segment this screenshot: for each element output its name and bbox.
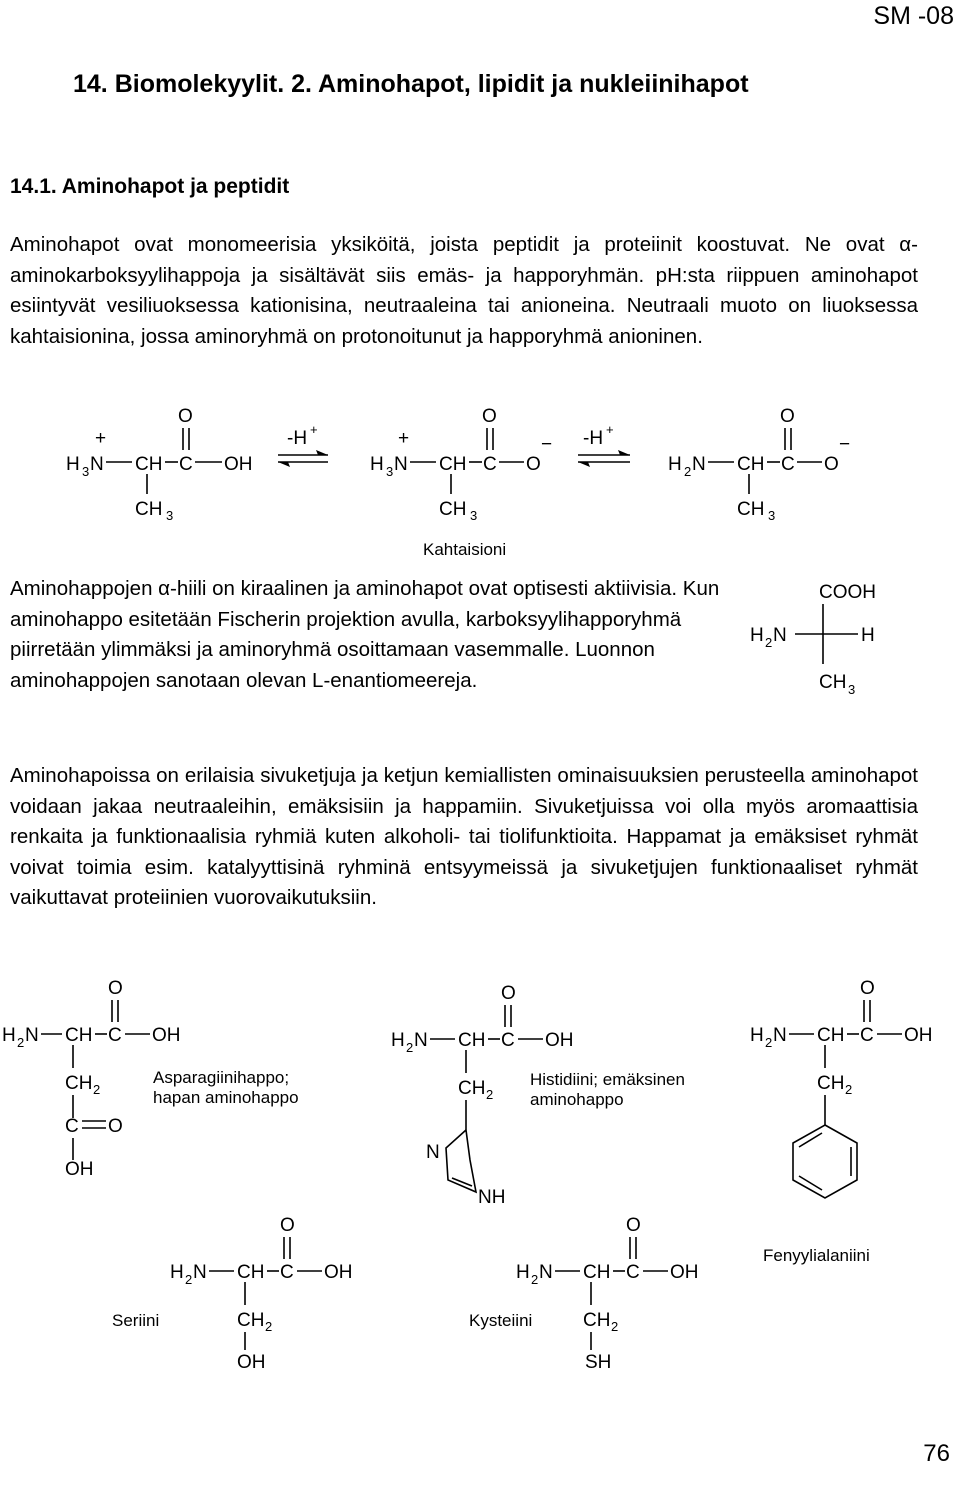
svg-text:H: H	[750, 1025, 764, 1046]
svg-text:3: 3	[386, 464, 394, 479]
ser-label: Seriini	[112, 1311, 160, 1330]
his-nh: NH	[478, 1187, 506, 1208]
svg-text:2: 2	[406, 1040, 414, 1055]
svg-text:2: 2	[185, 1272, 193, 1287]
svg-text:+: +	[606, 422, 614, 437]
svg-text:OH: OH	[65, 1159, 94, 1180]
svg-text:O: O	[824, 454, 839, 475]
svg-text:2: 2	[265, 1319, 273, 1334]
svg-text:H: H	[370, 454, 384, 475]
svg-text:H: H	[516, 1262, 530, 1283]
deprotonation-label: -H	[287, 428, 308, 449]
svg-text:+: +	[398, 428, 410, 449]
svg-text:O: O	[482, 406, 497, 427]
svg-text:2: 2	[611, 1319, 619, 1334]
svg-text:C: C	[860, 1025, 874, 1046]
svg-text:C: C	[280, 1262, 294, 1283]
svg-text:CH: CH	[237, 1262, 265, 1283]
svg-text:2: 2	[93, 1082, 101, 1097]
svg-text:2: 2	[531, 1272, 539, 1287]
plus-charge: +	[95, 428, 107, 449]
fischer-top: COOH	[819, 582, 876, 603]
h3n-n: N	[90, 454, 104, 475]
svg-text:CH: CH	[817, 1073, 845, 1094]
svg-text:OH: OH	[904, 1025, 933, 1046]
svg-text:CH: CH	[65, 1025, 93, 1046]
svg-text:C: C	[65, 1116, 79, 1137]
o-label: O	[178, 406, 193, 427]
svg-text:CH: CH	[583, 1262, 611, 1283]
svg-text:3: 3	[470, 508, 478, 523]
svg-text:2: 2	[486, 1087, 494, 1102]
svg-text:OH: OH	[152, 1025, 181, 1046]
svg-text:CH: CH	[237, 1310, 265, 1331]
svg-text:O: O	[108, 1116, 123, 1137]
svg-text:N: N	[539, 1262, 553, 1283]
svg-text:H: H	[2, 1025, 16, 1046]
zwitterion-caption: Kahtaisioni	[423, 540, 507, 559]
cys-label: Kysteiini	[469, 1311, 533, 1330]
svg-text:C: C	[483, 454, 497, 475]
svg-text:2: 2	[845, 1082, 853, 1097]
svg-text:3: 3	[768, 508, 776, 523]
svg-text:C: C	[501, 1030, 515, 1051]
svg-text:OH: OH	[324, 1262, 353, 1283]
svg-text:N: N	[692, 454, 706, 475]
svg-text:O: O	[280, 1215, 295, 1236]
svg-text:2: 2	[765, 635, 773, 650]
svg-text:C: C	[108, 1025, 122, 1046]
svg-text:N: N	[193, 1262, 207, 1283]
svg-text:N: N	[414, 1030, 428, 1051]
svg-text:OH: OH	[545, 1030, 574, 1051]
svg-text:H: H	[170, 1262, 184, 1283]
svg-text:−: −	[541, 434, 553, 455]
page-number: 76	[923, 1440, 950, 1467]
his-label-2: aminohappo	[530, 1090, 624, 1109]
fischer-right: H	[861, 625, 875, 646]
svg-text:O: O	[860, 978, 875, 999]
c-label: C	[179, 454, 193, 475]
oh-label: OH	[224, 454, 253, 475]
svg-text:OH: OH	[670, 1262, 699, 1283]
svg-text:OH: OH	[237, 1352, 266, 1373]
svg-text:H: H	[391, 1030, 405, 1051]
svg-text:N: N	[426, 1142, 440, 1163]
chapter-title: 14. Biomolekyylit. 2. Aminohapot, lipidit ja nukleiinihapot	[73, 70, 749, 98]
cys-sh: SH	[585, 1352, 612, 1373]
svg-text:+: +	[310, 422, 318, 437]
fischer-left-n: N	[773, 625, 787, 646]
svg-text:-H: -H	[583, 428, 604, 449]
h3n-sub: 3	[82, 464, 90, 479]
svg-text:2: 2	[684, 464, 692, 479]
svg-text:3: 3	[848, 682, 856, 697]
svg-text:C: C	[626, 1262, 640, 1283]
svg-text:3: 3	[166, 508, 174, 523]
svg-text:CH: CH	[458, 1078, 486, 1099]
h3n-h: H	[66, 454, 80, 475]
asp-label-1: Asparagiinihappo;	[153, 1068, 290, 1087]
svg-text:CH: CH	[737, 454, 765, 475]
svg-text:N: N	[25, 1025, 39, 1046]
chirality-paragraph: Aminohappojen α-hiili on kiraalinen ja aminohapot ovat optisesti aktiivisia. Kun aminohappo esitetään Fischerin projektion avulla, karboksyylihapporyhmä piirretään ylimmäksi ja aminoryhmä osoittamaan vasemmalle. Luonnon aminohappojen sanotaan olevan L-enantiomeereja.	[10, 577, 720, 692]
svg-text:O: O	[501, 983, 516, 1004]
svg-text:CH: CH	[458, 1030, 486, 1051]
svg-text:C: C	[781, 454, 795, 475]
svg-text:O: O	[780, 406, 795, 427]
svg-text:2: 2	[765, 1035, 773, 1050]
svg-text:N: N	[394, 454, 408, 475]
document-code: SM -08	[873, 2, 954, 30]
side-chain-paragraph: Aminohapoissa on erilaisia sivuketjuja ja ketjun kemiallisten ominaisuuksien perusteella aminohapot voidaan jakaa neutraaleihin, emäksisiin ja happamiin. Sivuketjuissa voi olla myös aromaattisia renkaita ja funktionaalisia ryhmiä kuten alkoholi- tai tiolifunktioita. Happamat ja emäksiset ryhmät voivat toimia esim. katalyyttisinä ryhminä entsyymeissä ja sivuketjujen funktionaaliset ryhmät vaikuttavat proteiinien vuorovaikutuksiin.	[10, 764, 918, 909]
phe-label: Fenyylialaniini	[763, 1246, 870, 1265]
svg-text:O: O	[626, 1215, 641, 1236]
svg-text:CH: CH	[817, 1025, 845, 1046]
his-label-1: Histidiini; emäksinen	[530, 1070, 685, 1089]
fischer-left-h: H	[750, 625, 764, 646]
svg-text:O: O	[526, 454, 541, 475]
intro-paragraph: Aminohapot ovat monomeerisia yksiköitä, joista peptidit ja proteiinit koostuvat. Ne ovat α-aminokarboksyylihappoja ja sisältävät siis emäs- ja happoryhmän. pH:sta riippuen aminohapot esiintyvät vesiliuoksessa kationisina, neutraaleina tai anioneina. Neutraali muoto on liuoksessa kahtaisionina, jossa aminoryhmä on protonoitunut ja happoryhmä anioninen.	[10, 233, 918, 348]
svg-text:CH: CH	[439, 454, 467, 475]
svg-text:H: H	[668, 454, 682, 475]
ch3-label: CH	[135, 499, 163, 520]
svg-text:2: 2	[17, 1035, 25, 1050]
svg-text:CH: CH	[65, 1073, 93, 1094]
asp-label-2: hapan aminohappo	[153, 1088, 299, 1107]
svg-text:CH: CH	[583, 1310, 611, 1331]
svg-text:CH: CH	[737, 499, 765, 520]
svg-text:−: −	[839, 434, 851, 455]
section-heading: 14.1. Aminohapot ja peptidit	[10, 175, 290, 198]
svg-text:O: O	[108, 978, 123, 999]
svg-text:CH: CH	[439, 499, 467, 520]
svg-text:N: N	[773, 1025, 787, 1046]
ch-label: CH	[135, 454, 163, 475]
fischer-bottom: CH	[819, 672, 847, 693]
